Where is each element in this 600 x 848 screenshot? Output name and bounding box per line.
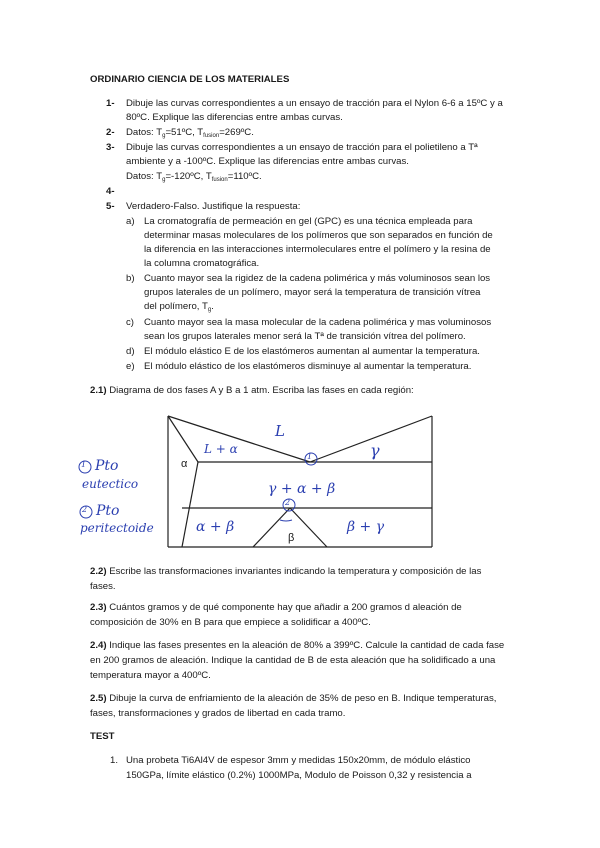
q3-data: Datos: $T_g=-120ºC$, $T_{fusion}=110ºC$. — [126, 171, 262, 183]
note1-circle-num: 1 — [81, 460, 87, 469]
q5e-label: e) — [126, 361, 135, 372]
q5e-line1: El módulo elástico de los elastómeros disminuye al aumentar la temperatura. — [144, 361, 472, 372]
s24-line2: en 200 gramos de aleación. Indique la cantidad de B de esta aleación que ha solidificado a una — [90, 655, 496, 666]
note1-line1: Pto — [95, 458, 119, 474]
q5c-label: c) — [126, 317, 134, 328]
q5b-label: b) — [126, 273, 135, 284]
q5-title: Verdadero-Falso. Justifique la respuesta: — [126, 201, 301, 212]
q5-number: 5- — [106, 201, 115, 212]
hand-gamma-alpha-beta: γ + α + β — [268, 481, 336, 497]
s23-line1: 2.3) Cuántos gramos y de qué componente hay que añadir a 200 gramos d aleación de — [90, 602, 462, 613]
q5a-line4: la columna cromatográfica. — [144, 258, 260, 269]
note2-line1: Pto — [96, 503, 120, 519]
hand-L-alpha: L + α — [204, 442, 238, 456]
s24-line3: temperatura mayor a 400ºC. — [90, 670, 211, 681]
q5b-line1: Cuanto mayor sea la rigidez de la cadena polimérica y más voluminosos sean los — [144, 273, 491, 284]
hand-circle1-num: 1 — [307, 452, 313, 461]
label-beta: β — [288, 532, 295, 544]
peritectoid-pointer — [280, 520, 292, 521]
solidus-alpha-upper — [168, 416, 198, 462]
q5d-line1: El módulo elástico E de los elastómeros aumentan al aumentar la temperatura. — [144, 346, 480, 357]
q5a-line2: determinar masas moleculares de los polímeros que son separados en función de — [144, 230, 493, 241]
note2-circle-num: 2 — [82, 505, 88, 514]
q5a-line1: La cromatografía de permeación en gel (GPC) es una técnica empleada para — [144, 216, 473, 227]
q2-number: 2- — [106, 127, 115, 138]
hand-alpha-beta: α + β — [196, 519, 235, 535]
test-q1-line2: 150GPa, límite elástico (0.2%) 1000MPa, Modulo de Poisson 0,32 y resistencia a — [126, 770, 472, 781]
note1-line2: eutectico — [82, 477, 139, 491]
s25-line2: fases, transformaciones y grados de libertad en cada tramo. — [90, 708, 346, 719]
s22-line1: 2.2) Escribe las transformaciones invariantes indicando la temperatura y composición de las — [90, 566, 482, 577]
q2-data: Datos: $T_g=51ºC$, $T_{fusion}=269ºC$. — [126, 127, 254, 139]
s25-line1: 2.5) Dibuje la curva de enfriamiento de la aleación de 35% de peso en B. Indique temperaturas, — [90, 693, 497, 704]
q1-line2: 80ºC. Explique las diferencias entre ambas curvas. — [126, 112, 343, 123]
test-q1-number: 1. — [110, 755, 119, 766]
hand-gamma: γ — [370, 441, 380, 460]
s21-text: 2.1) Diagrama de dos fases A y B a 1 atm. Escriba las fases en cada región: — [90, 385, 414, 396]
s22-line2: fases. — [90, 581, 116, 592]
test-q1-line1: Una probeta Ti6Al4V de espesor 3mm y medidas 150x20mm, de módulo elástico — [126, 755, 471, 766]
hand-circle2-num: 2 — [285, 498, 291, 507]
beta-boundary-left — [253, 508, 290, 547]
q5d-label: d) — [126, 346, 135, 357]
q1-number: 1- — [106, 98, 115, 109]
q5a-label: a) — [126, 216, 135, 227]
s24-line1: 2.4) Indique las fases presentes en la aleación de 80% a 399ºC. Calcule la cantidad de cada fase — [90, 640, 505, 651]
beta-boundary-right — [290, 508, 327, 547]
q5b-line2: grupos laterales de un polímero, mayor será la temperatura de transición vítrea — [144, 287, 481, 298]
q1-line1: Dibuje las curvas correspondientes a un ensayo de tracción para el Nylon 6-6 a 15ºC y a — [126, 98, 503, 109]
q3-line2: ambiente y a -100ºC. Explique las diferencias entre ambas curvas. — [126, 156, 409, 167]
q5b-line3: del polímero, $T_g$. — [144, 301, 214, 313]
hand-L: L — [275, 422, 285, 440]
hand-beta-gamma: β + γ — [347, 519, 385, 535]
s23-line2: composición de 30% en B para que empiece a solidificar a 400ºC. — [90, 617, 371, 628]
q5c-line2: sean los grupos laterales menor será la Tª de transición vítrea del polímero. — [144, 331, 466, 342]
liquidus-left — [168, 416, 313, 462]
test-title: TEST — [90, 731, 115, 742]
q3-number: 3- — [106, 142, 115, 153]
q3-line1: Dibuje las curvas correspondientes a un ensayo de tracción para el polietileno a Tª — [126, 142, 478, 153]
q4-number: 4- — [106, 186, 115, 197]
q5c-line1: Cuanto mayor sea la masa molecular de la cadena polimérica y mas voluminosos — [144, 317, 492, 328]
exam-title: ORDINARIO CIENCIA DE LOS MATERIALES — [90, 74, 290, 85]
q5a-line3: la diferencia en las interacciones intermoleculares entre el polímero y la resina de — [144, 244, 491, 255]
note2-line2: peritectoide — [80, 521, 154, 535]
label-alpha: α — [181, 458, 188, 470]
